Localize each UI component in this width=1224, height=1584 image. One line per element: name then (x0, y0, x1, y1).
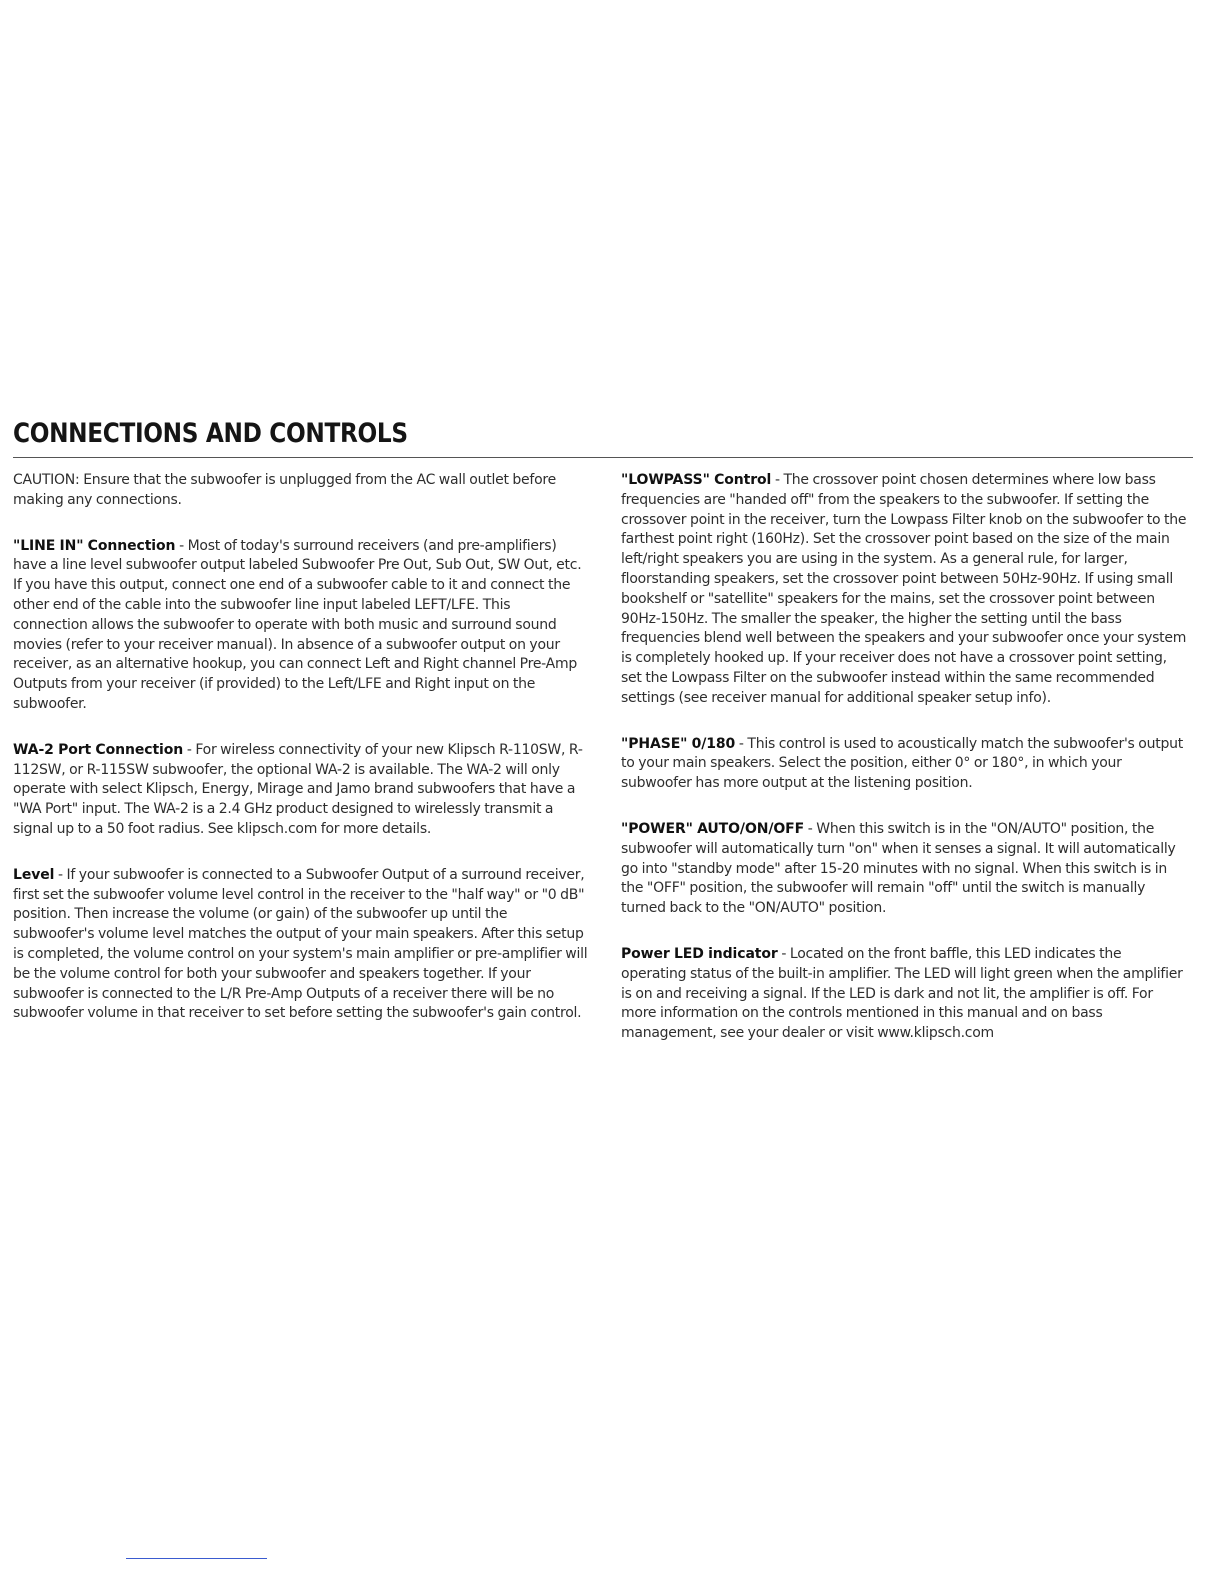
left-column (13, 471, 588, 1050)
wa2-port-body: - For wireless connectivity of your new Klipsch R-110SW, R-112SW, or R-115SW subwoofer, the optional WA-2 is available. The WA-2 will only operate with select Klipsch, Energy, Mirage and Jamo brand subwoofers that have a "WA Port" input. The WA-2 is a 2.4 GHz product designed to wirelessly transmit a signal up to a 50 foot radius. See klipsch.com for more details. (13, 741, 583, 837)
line-in-heading: "LINE IN" Connection (13, 537, 176, 554)
line-in-body: - Most of today's surround receivers (and pre-amplifiers) have a line level subwoofer output labeled Subwoofer Pre Out, Sub Out, SW Out, etc. If you have this output, connect one end of a subwoofer cable to it and connect the other end of the cable into the subwoofer line input labeled LEFT/LFE. This connection allows the subwoofer to operate with both music and surround sound movies (refer to your receiver manual). In absence of a subwoofer output on your receiver, as an alternative hookup, you can connect Left and Right channel Pre-Amp Outputs from your receiver (if provided) to the Left/LFE and Right input on the subwoofer. (13, 537, 582, 712)
page-title: CONNECTIONS AND CONTROLS (13, 418, 408, 449)
footer-rule (126, 1558, 267, 1559)
lowpass-heading: "LOWPASS" Control (621, 472, 772, 488)
line-in-section (13, 537, 588, 715)
power-led-section (621, 945, 1189, 1044)
right-column (621, 471, 1189, 1070)
wa2-port-heading: WA-2 Port Connection (13, 741, 184, 758)
power-section (621, 820, 1189, 919)
level-body: - If your subwoofer is connected to a Subwoofer Output of a surround receiver, first set the subwoofer volume level control in the receiver to the "half way" or "0 dB" position. Then increase the volume (or gain) of the subwoofer up until the subwoofer's volume level matches the output of your main speakers. After this setup is completed, the volume control on your system's main amplifier or pre-amplifier will be the volume control for both your subwoofer and speakers together. If your subwoofer is connected to the L/R Pre-Amp Outputs of a receiver there will be no subwoofer volume in that receiver to set before setting the subwoofer's gain control. (13, 866, 588, 1022)
caution-paragraph: CAUTION: Ensure that the subwoofer is unplugged from the AC wall outlet before making any connections. (13, 472, 556, 508)
phase-section (621, 735, 1189, 794)
level-heading: Level (13, 866, 55, 883)
power-led-heading: Power LED indicator (621, 945, 778, 962)
power-led-body: - Located on the front baffle, this LED indicates the operating status of the built-in amplifier. The LED will light green when the amplifier is on and receiving a signal. If the LED is dark and not lit, the amplifier is off. For more information on the controls mentioned in this manual and on bass management, see your dealer or visit www.klipsch.com (621, 945, 1183, 1042)
level-section (13, 866, 588, 1024)
power-heading: "POWER" AUTO/ON/OFF (621, 820, 805, 837)
lowpass-body: - The crossover point chosen determines where low bass frequencies are "handed off" from the speakers to the subwoofer. If setting the crossover point in the receiver, turn the Lowpass Filter knob on the subwoofer to the farthest point right (160Hz). Set the crossover point based on the size of the main left/right speakers you are using in the system. As a general rule, for larger, floorstanding speakers, set the crossover point between 50Hz-90Hz. If using small bookshelf or "satellite" speakers for the mains, set the crossover point between 90Hz-150Hz. The smaller the speaker, the higher the setting until the bass frequencies blend well between the speakers and your subwoofer once your system is completely hooked up. If your receiver does not have a crossover point setting, set the Lowpass Filter on the subwoofer instead within the same recommended settings (see receiver manual for additional speaker setup info). (621, 472, 1187, 706)
phase-body: - This control is used to acoustically match the subwoofer's output to your main speakers. Select the position, either 0° or 180°, in which your subwoofer has more output at the listening position. (621, 735, 1183, 792)
lowpass-section (621, 471, 1189, 709)
power-body: - When this switch is in the "ON/AUTO" position, the subwoofer will automatically turn "on" when it senses a signal. It will automatically go into "standby mode" after 15-20 minutes with no signal. When this switch is in the "OFF" position, the subwoofer will remain "off" until the switch is manually turned back to the "ON/AUTO" position. (621, 820, 1176, 917)
wa2-port-section (13, 741, 588, 840)
title-divider (13, 457, 1193, 458)
phase-heading: "PHASE" 0/180 (621, 735, 736, 752)
